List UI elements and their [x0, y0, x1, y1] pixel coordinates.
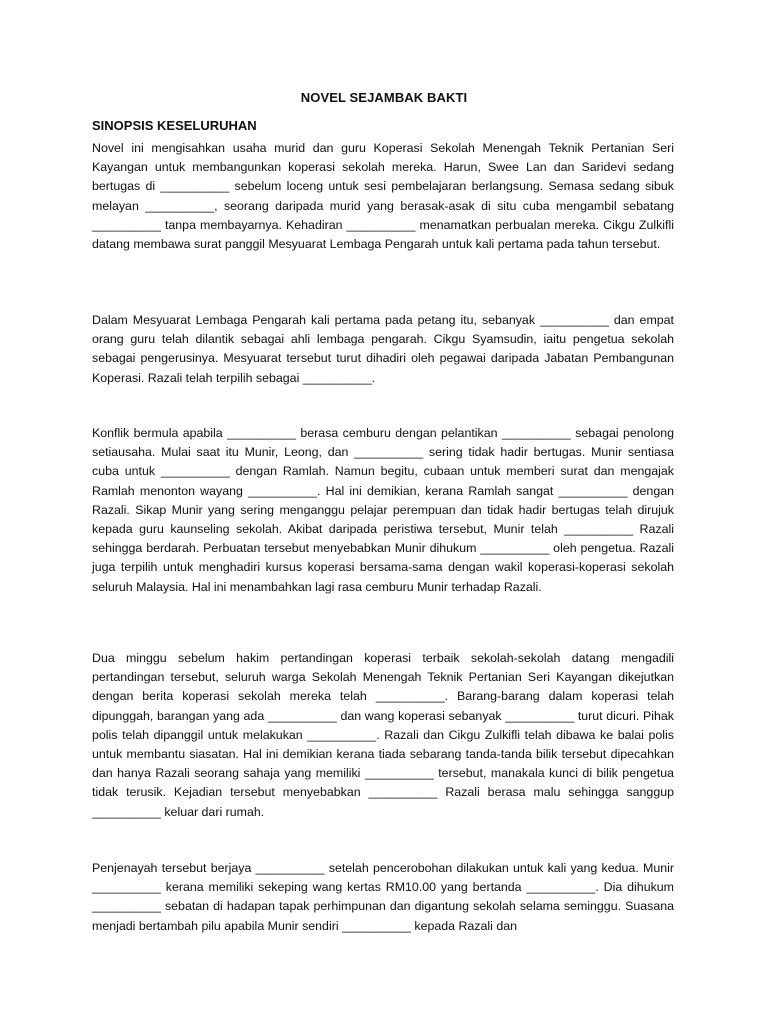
document-title: NOVEL SEJAMBAK BAKTI [300, 90, 468, 105]
paragraph-2: Dalam Mesyuarat Lembaga Pengarah kali pertama pada petang itu, sebanyak __________ dan empat orang guru telah dilantik sebagai ahli lembaga pengarah. Cikgu Syamsudin, iaitu pengetua sekolah sebagai pengerusinya. Mesyuarat tersebut turut dihadiri oleh pegawai daripada Jabatan Pembangunan Koperasi. Razali telah terpilih sebagai __________. [92, 313, 674, 385]
paragraph-5: Penjenayah tersebut berjaya __________ setelah pencerobohan dilakukan untuk kali yang kedua. Munir __________ kerana memiliki sekeping wang kertas RM10.00 yang bertanda __________. Dia dihukum __________ sebatan di hadapan tapak perhimpunan dan digantung sekolah selama seminggu. Suasana menjadi bertambah pilu apabila Munir sendiri __________ kepada Razali dan [92, 861, 674, 933]
paragraph-1: Novel ini mengisahkan usaha murid dan guru Koperasi Sekolah Menengah Teknik Pertanian Seri Kayangan untuk membangunkan koperasi sekolah mereka. Harun, Swee Lan dan Saridevi sedang bertugas di __________ sebelum loceng untuk sesi pembelajaran berlangsung. Semasa sedang sibuk melayan __________, seorang daripada murid yang berasak-asak di situ cuba mengambil sebatang __________ tanpa membayarnya. Kehadiran __________ menamatkan perbualan mereka. Cikgu Zulkifli datang membawa surat panggil Mesyuarat Lembaga Pengarah untuk kali pertama pada tahun tersebut. [92, 141, 674, 252]
section-heading: SINOPSIS KESELURUHAN [92, 118, 257, 133]
paragraph-4: Dua minggu sebelum hakim pertandingan koperasi terbaik sekolah-sekolah datang mengadili pertandingan tersebut, seluruh warga Sekolah Menengah Teknik Pertanian Seri Kayangan dikejutkan dengan berita koperasi sekolah mereka telah __________. Barang-barang dalam koperasi telah dipunggah, barangan yang ada __________ dan wang koperasi sebanyak __________ turut dicuri. Pihak polis telah dipanggil untuk melakukan __________. Razali dan Cikgu Zulkifli telah dibawa ke balai polis untuk membantu siasatan. Hal ini demikian kerana tiada sebarang tanda-tanda bilik tersebut dipecahkan dan hanya Razali seorang sahaja yang memiliki __________ tersebut, manakala kunci di bilik pengetua tidak terusik. Kejadian tersebut menyebabkan __________ Razali berasa malu sehingga sanggup __________ keluar dari rumah. [92, 651, 674, 819]
paragraph-3: Konflik bermula apabila __________ berasa cemburu dengan pelantikan __________ sebagai penolong setiausaha. Mulai saat itu Munir, Leong, dan __________ sering tidak hadir bertugas. Munir sentiasa cuba untuk __________ dengan Ramlah. Namun begitu, cubaan untuk memberi surat dan mengajak Ramlah menonton wayang __________. Hal ini demikian, kerana Ramlah sangat __________ dengan Razali. Sikap Munir yang sering menganggu pelajar perempuan dan tidak hadir bertugas telah dirujuk kepada guru kaunseling sekolah. Akibat daripada peristiwa tersebut, Munir telah __________ Razali sehingga berdarah. Perbuatan tersebut menyebabkan Munir dihukum __________ oleh pengetua. Razali juga terpilih untuk menghadiri kursus koperasi bersama-sama dengan wakil koperasi-koperasi sekolah seluruh Malaysia. Hal ini menambahkan lagi rasa cemburu Munir terhadap Razali. [92, 426, 674, 594]
